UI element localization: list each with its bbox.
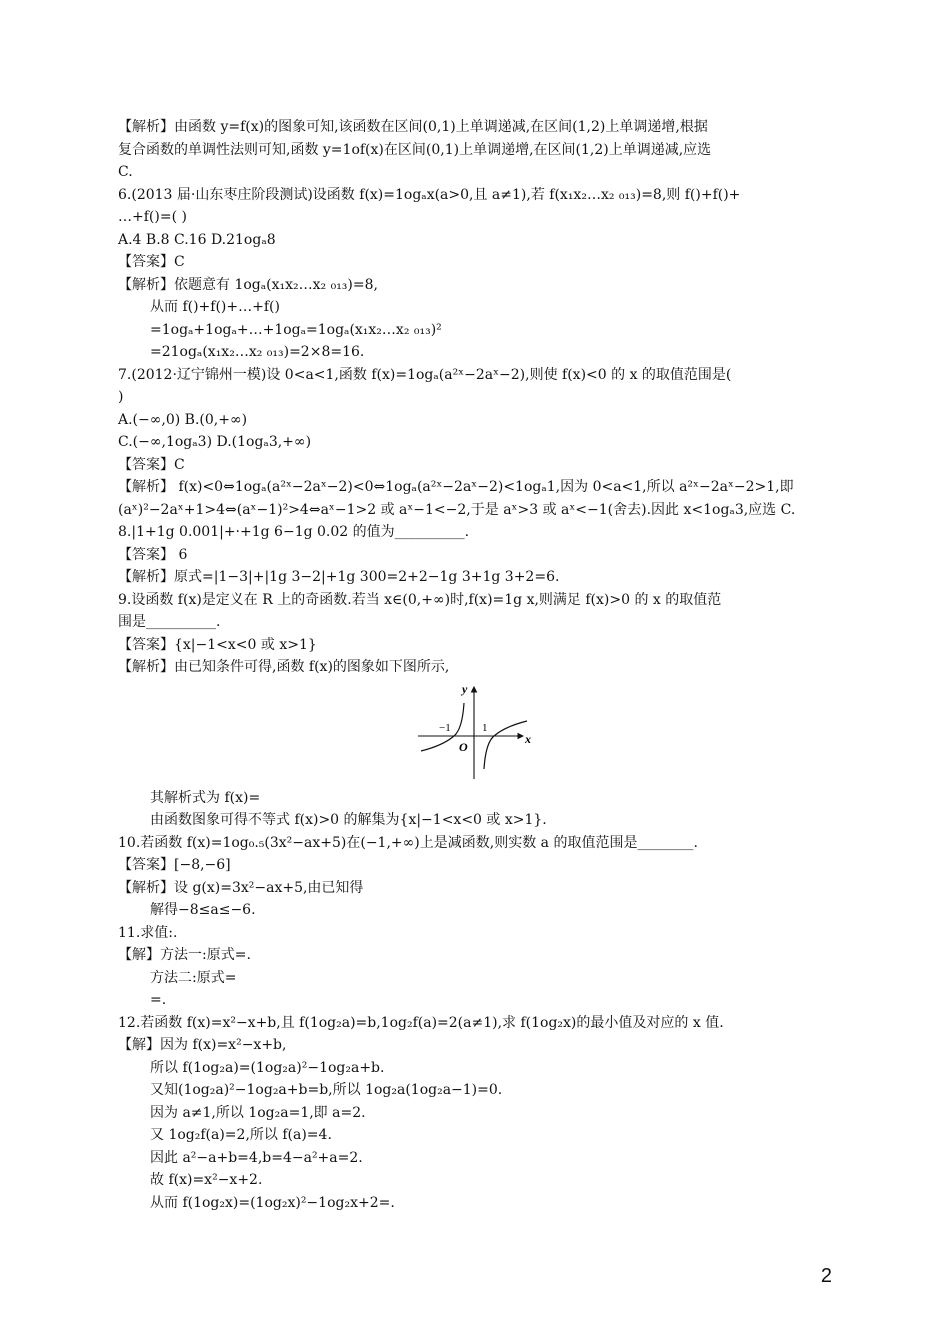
answer-6: 【答案】C xyxy=(118,254,185,270)
function-graph xyxy=(415,681,535,783)
neg-one-label: −1 xyxy=(439,721,451,734)
solution-6: 【解析】依题意有 1ogₐ(x₁x₂…x₂ ₀₁₃)=8, xyxy=(118,276,378,293)
text-line: 因为 a≠1,所以 1og₂a=1,即 a=2. xyxy=(150,1104,366,1121)
text-line: 又 1og₂f(a)=2,所以 f(a)=4. xyxy=(150,1127,332,1143)
text-line: 从而 f()+f()+…+f() xyxy=(150,299,280,315)
text-line: 解得−8≤a≤−6. xyxy=(150,902,256,918)
text-line: 又知(1og₂a)²−1og₂a+b=b,所以 1og₂a(1og₂a−1)=0. xyxy=(150,1082,503,1098)
y-axis-label: y xyxy=(462,681,468,696)
text-line: =1ogₐ+1ogₐ+…+1ogₐ=1ogₐ(x₁x₂…x₂ ₀₁₃)² xyxy=(150,321,442,338)
text-line: ) xyxy=(118,389,124,405)
question-7-options: C.(−∞,1ogₐ3) D.(1ogₐ3,+∞) xyxy=(118,434,312,450)
question-6-options: A.4 B.8 C.16 D.21ogₐ8 xyxy=(118,231,276,248)
question-7-stem: 7.(2012·辽宁锦州一模)设 0<a<1,函数 f(x)=1ogₐ(a²ˣ−2aˣ−2),则使 f(x)<0 的 x 的取值范围是( xyxy=(118,366,732,383)
document-body xyxy=(118,116,838,1214)
text-line: =. xyxy=(150,992,167,1008)
solution-8: 【解析】原式=|1−3|+|1g 3−2|+1g 300=2+2−1g 3+1g 3+2=6. xyxy=(118,569,560,585)
solution-10: 【解析】设 g(x)=3x²−ax+5,由已知得 xyxy=(118,879,364,896)
text-line: …+f()=( ) xyxy=(118,209,187,225)
function-graph-figure xyxy=(118,679,838,787)
question-10-stem: 10.若函数 f(x)=1og₀.₅(3x²−ax+5)在(−1,+∞)上是减函数,则实数 a 的取值范围是________. xyxy=(118,834,698,851)
text-line: 因此 a²−a+b=4,b=4−a²+a=2. xyxy=(150,1149,363,1166)
question-12-stem: 12.若函数 f(x)=x²−x+b,且 f(1og₂a)=b,1og₂f(a)=2(a≠1),求 f(1og₂x)的最小值及对应的 x 值. xyxy=(118,1014,724,1031)
text-line: 围是__________. xyxy=(118,614,221,630)
right-branch-curve xyxy=(484,721,527,769)
answer-10: 【答案】[−8,−6] xyxy=(118,857,231,873)
question-11-stem: 11.求值:. xyxy=(118,924,178,941)
x-axis-label: x xyxy=(525,731,531,746)
text-line: 复合函数的单调性法则可知,函数 y=1of(x)在区间(0,1)上单调递增,在区间(1,2)上单调递减,应选 xyxy=(118,141,712,158)
text-line: 方法二:原式= xyxy=(150,969,237,986)
question-9-stem: 9.设函数 f(x)是定义在 R 上的奇函数.若当 x∈(0,+∞)时,f(x)=1g x,则满足 f(x)>0 的 x 的取值范 xyxy=(118,591,722,608)
text-line: =21ogₐ(x₁x₂…x₂ ₀₁₃)=2×8=16. xyxy=(150,344,365,360)
text-line: C. xyxy=(118,164,133,180)
solution-7: 【解析】 f(x)<0⇔1ogₐ(a²ˣ−2aˣ−2)<0⇔1ogₐ(a²ˣ−2aˣ−2)<1ogₐ1,因为 0<a<1,所以 a²ˣ−2aˣ−2>1,即 xyxy=(118,479,794,495)
page-number: 2 xyxy=(820,1265,832,1287)
solution-12: 【解】因为 f(x)=x²−x+b, xyxy=(118,1037,287,1053)
text-line: 由函数图象可得不等式 f(x)>0 的解集为{x|−1<x<0 或 x>1}. xyxy=(150,812,547,828)
question-7-options: A.(−∞,0) B.(0,+∞) xyxy=(118,411,248,428)
one-label: 1 xyxy=(482,721,488,734)
text-line: 【解析】由函数 y=f(x)的图象可知,该函数在区间(0,1)上单调递减,在区间(1,2)上单调递增,根据 xyxy=(118,119,708,135)
text-line: (aˣ)²−2aˣ+1>4⇔(aˣ−1)²>4⇔aˣ−1>2 或 aˣ−1<−2,于是 aˣ>3 或 aˣ<−1(舍去).因此 x<1ogₐ3,应选 C. xyxy=(118,501,796,518)
origin-label: O xyxy=(459,739,468,754)
solution-9: 【解析】由已知条件可得,函数 f(x)的图象如下图所示, xyxy=(118,659,450,675)
text-line: 从而 f(1og₂x)=(1og₂x)²−1og₂x+2=. xyxy=(150,1194,395,1211)
answer-7: 【答案】C xyxy=(118,456,185,473)
question-6-stem: 6.(2013 届·山东枣庄阶段测试)设函数 f(x)=1ogₐx(a>0,且 a≠1),若 f(x₁x₂…x₂ ₀₁₃)=8,则 f()+f()+ xyxy=(118,186,741,203)
text-line: 其解析式为 f(x)= xyxy=(150,789,261,806)
answer-9: 【答案】{x|−1<x<0 或 x>1} xyxy=(118,636,317,653)
answer-8: 【答案】 6 xyxy=(118,546,188,563)
text-line: 所以 f(1og₂a)=(1og₂a)²−1og₂a+b. xyxy=(150,1059,385,1076)
question-8-stem: 8.|1+1g 0.001|+·+1g 6−1g 0.02 的值为__________. xyxy=(118,524,470,540)
text-line: 故 f(x)=x²−x+2. xyxy=(150,1172,263,1188)
solution-11: 【解】方法一:原式=. xyxy=(118,947,251,963)
